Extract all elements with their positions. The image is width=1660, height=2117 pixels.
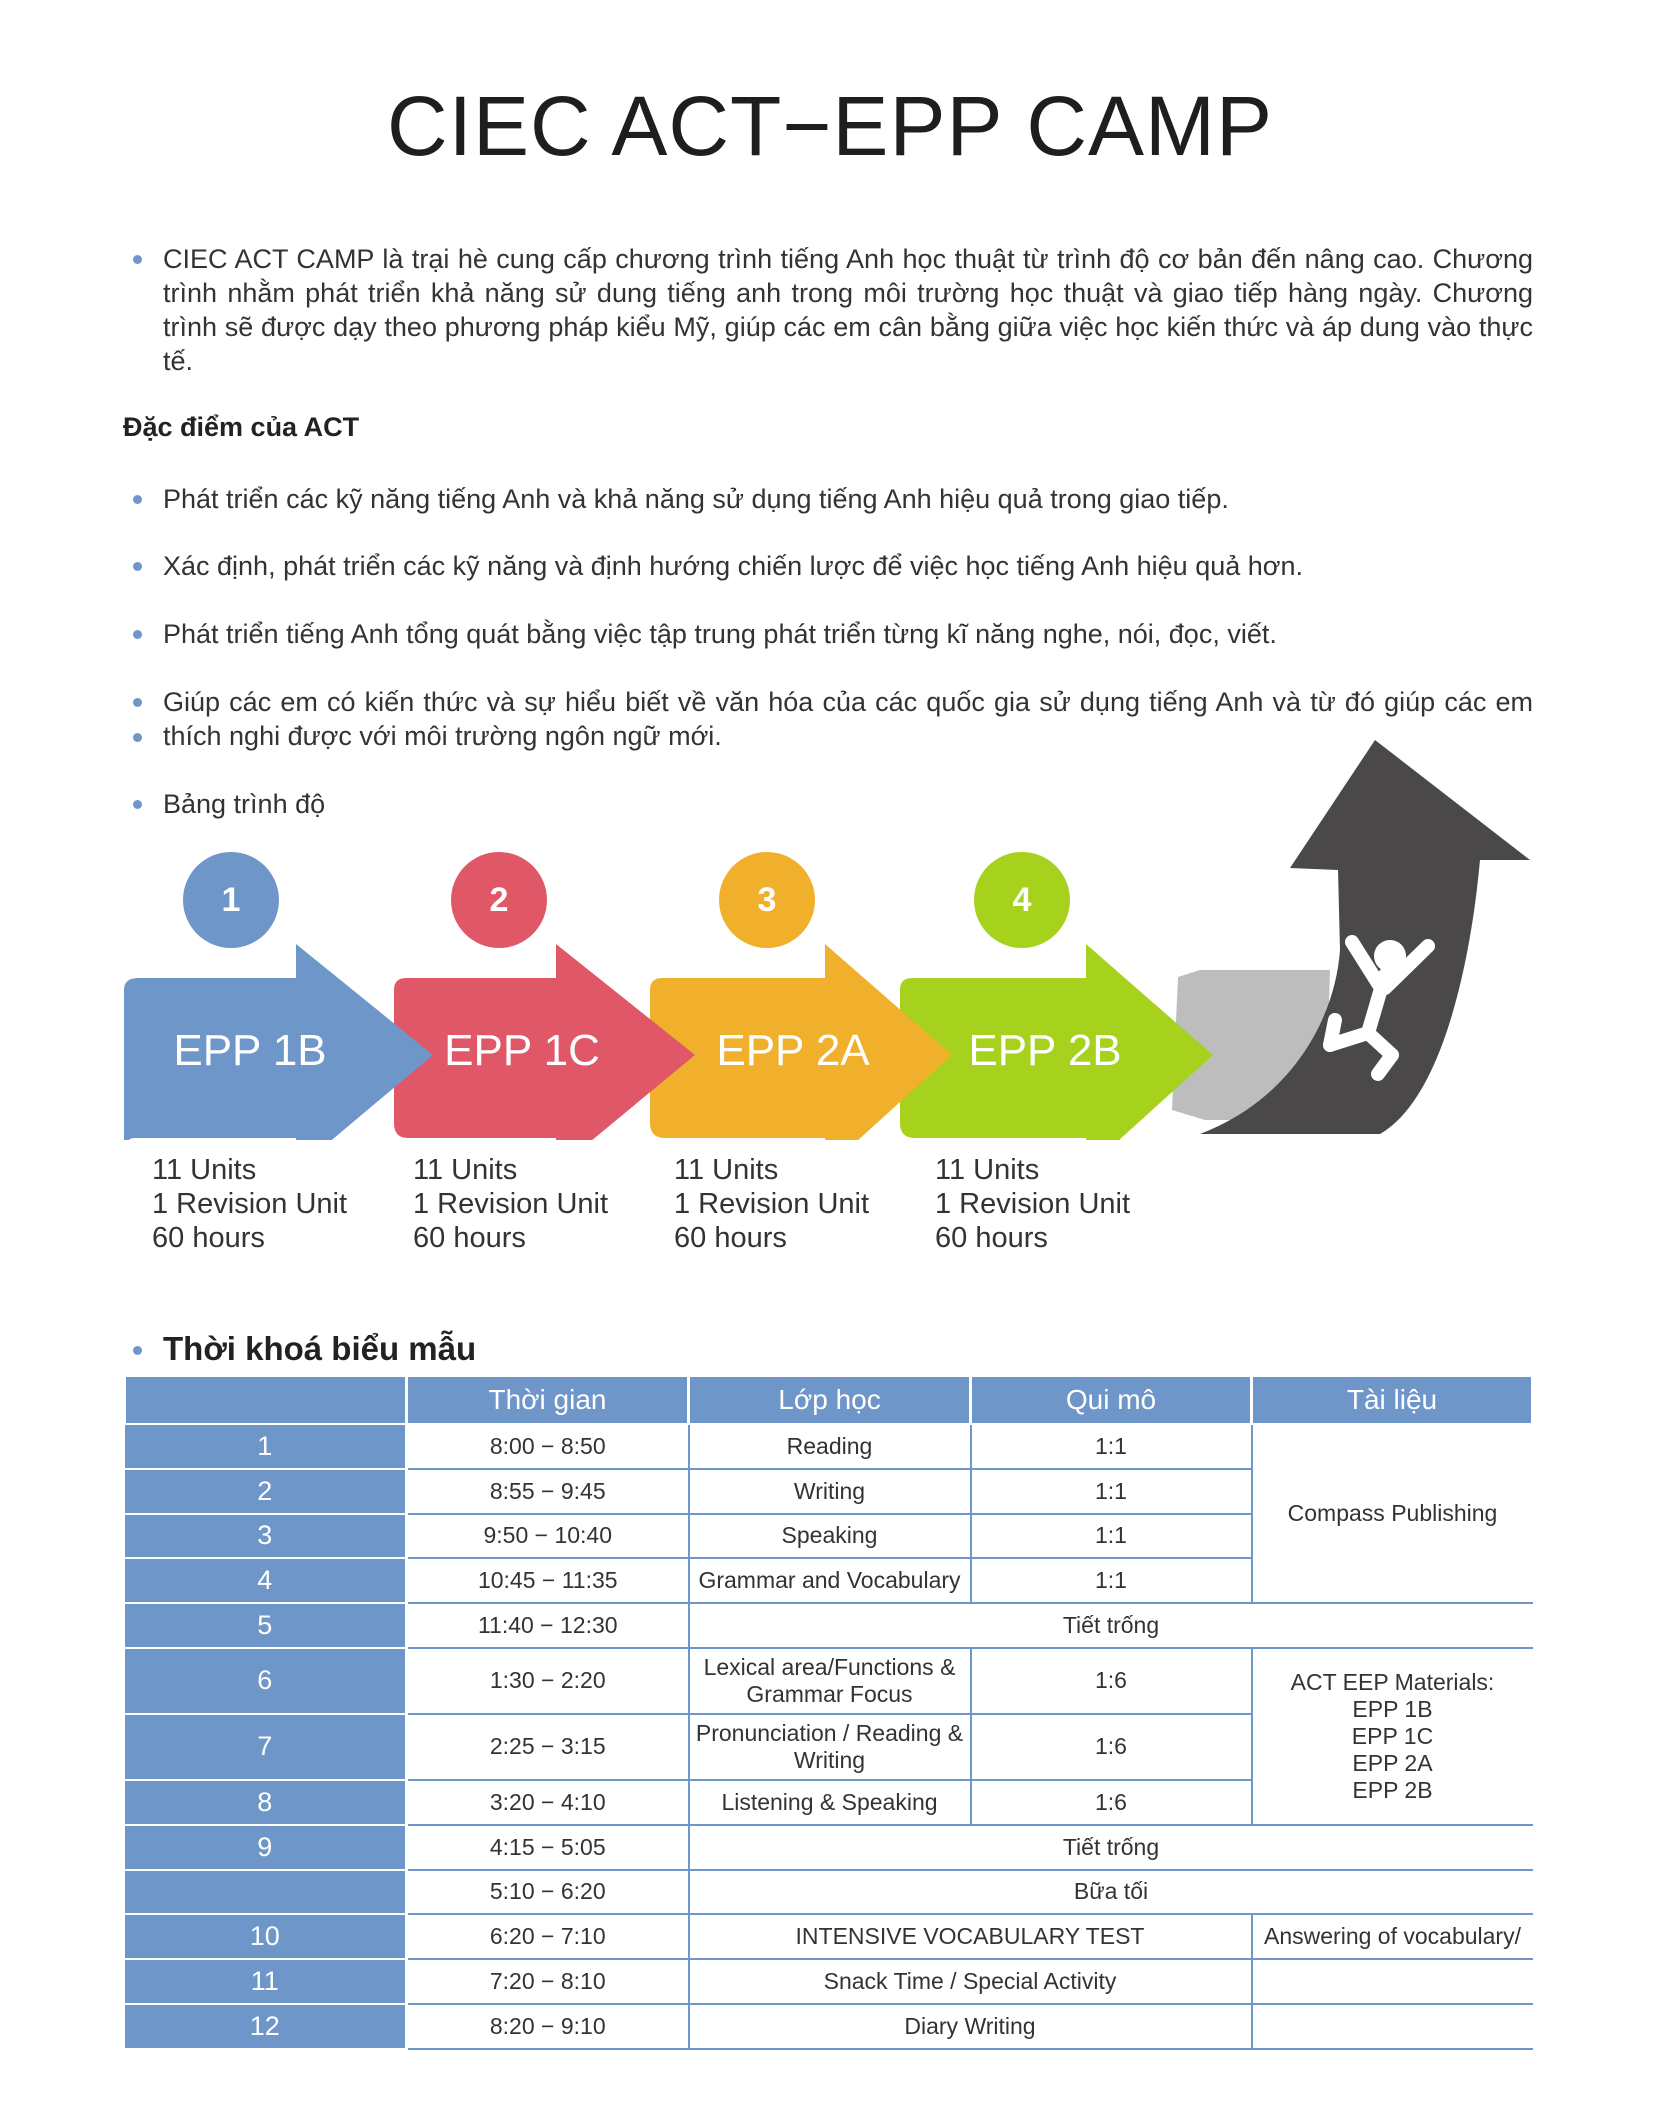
level-info-2: 11 Units 1 Revision Unit 60 hours — [413, 1154, 609, 1254]
level-info-3: 11 Units 1 Revision Unit 60 hours — [674, 1154, 870, 1254]
table-row: 2 8:55 − 9:45 Writing 1:1 — [125, 1469, 1533, 1514]
table-row: 4 10:45 − 11:35 Grammar and Vocabulary 1:1 — [125, 1558, 1533, 1603]
level-info-1: 11 Units 1 Revision Unit 60 hours — [152, 1154, 348, 1254]
bullet-dot — [133, 698, 142, 707]
schedule-title: Thời khoá biểu mẫu — [163, 1330, 476, 1368]
level-name-4: EPP 2B — [968, 1026, 1122, 1075]
features-heading: Đặc điểm của ACT — [123, 412, 360, 442]
level-info-4: 11 Units 1 Revision Unit 60 hours — [935, 1154, 1131, 1254]
table-header-row — [125, 1377, 1533, 1424]
table-row: 8 3:20 − 4:10 Listening & Speaking 1:6 — [125, 1780, 1533, 1825]
level-number-4: 4 — [974, 852, 1070, 948]
level-name-3: EPP 2A — [716, 1026, 870, 1075]
bullet-dot — [133, 1346, 142, 1355]
table-row: 5 11:40 − 12:30 Tiết trống — [125, 1603, 1533, 1648]
header-material: Tài liệu — [1252, 1377, 1533, 1424]
table-row: 10 6:20 − 7:10 INTENSIVE VOCABULARY TEST Answering of vocabulary/ — [125, 1914, 1533, 1959]
feature-item: Phát triển tiếng Anh tổng quát bằng việc tập trung phát triển từng kĩ năng nghe, nói, đọc, viết. — [163, 617, 1533, 651]
levels-heading: Bảng trình độ — [163, 787, 1533, 821]
bullet-dot — [133, 562, 142, 571]
table-row: 9 4:15 − 5:05 Tiết trống — [125, 1825, 1533, 1870]
table-row: 5:10 − 6:20 Bữa tối — [125, 1870, 1533, 1915]
level-number-3: 3 — [719, 852, 815, 948]
level-number-2: 2 — [451, 852, 547, 948]
header-index — [125, 1377, 407, 1424]
table-row: 1 8:00 − 8:50 Reading 1:1 Compass Publishing — [125, 1424, 1533, 1469]
table-row: 12 8:20 − 9:10 Diary Writing — [125, 2004, 1533, 2049]
table-row: 7 2:25 − 3:15 Pronunciation / Reading & Writing 1:6 — [125, 1714, 1533, 1780]
level-name-2: EPP 1C — [444, 1026, 600, 1075]
table-row: 11 7:20 − 8:10 Snack Time / Special Activity — [125, 1959, 1533, 2004]
schedule-table — [123, 1377, 1534, 2050]
bullet-dot — [133, 630, 142, 639]
feature-item: Phát triển các kỹ năng tiếng Anh và khả năng sử dụng tiếng Anh hiệu quả trong giao tiếp. — [163, 482, 1533, 516]
table-row: 3 9:50 − 10:40 Speaking 1:1 — [125, 1514, 1533, 1559]
bullet-dot — [133, 255, 142, 264]
feature-item: Xác định, phát triển các kỹ năng và định hướng chiến lược để việc học tiếng Anh hiệu quả hơn. — [163, 549, 1533, 583]
material-compass: Compass Publishing — [1252, 1424, 1533, 1603]
page-title: CIEC ACT−EPP CAMP — [386, 79, 1274, 173]
intro-paragraph — [163, 242, 1533, 378]
header-scale: Qui mô — [971, 1377, 1252, 1424]
feature-item: Giúp các em có kiến thức và sự hiểu biết về văn hóa của các quốc gia sử dụng tiếng Anh và từ đó giúp các em thích nghi được với môi trường ngôn ngữ mới. — [163, 685, 1533, 753]
level-name-1: EPP 1B — [173, 1026, 327, 1075]
header-class: Lớp học — [689, 1377, 971, 1424]
material-act: ACT EEP Materials: EPP 1B EPP 1C EPP 2A EPP 2B — [1252, 1648, 1533, 1825]
intro-text: CIEC ACT CAMP là trại hè cung cấp chương trình tiếng Anh học thuật từ trình độ cơ bản đến nâng cao. Chương trình nhằm phát triển khả năng sử dung tiếng anh trong môi trường học thuật và giao tiếp hàng ngày. Chương trình sẽ được dạy theo phương pháp kiểu Mỹ, giúp các em cân bằng giữa việc học kiến thức và áp dung vào thực tế. — [163, 244, 1533, 376]
level-number-1: 1 — [183, 852, 279, 948]
bullet-dot — [133, 495, 142, 504]
header-time: Thời gian — [407, 1377, 689, 1424]
table-row: 6 1:30 − 2:20 Lexical area/Functions & Grammar Focus 1:6 ACT EEP Materials: EPP 1B EPP 1C EPP 2A EPP 2B — [125, 1648, 1533, 1714]
